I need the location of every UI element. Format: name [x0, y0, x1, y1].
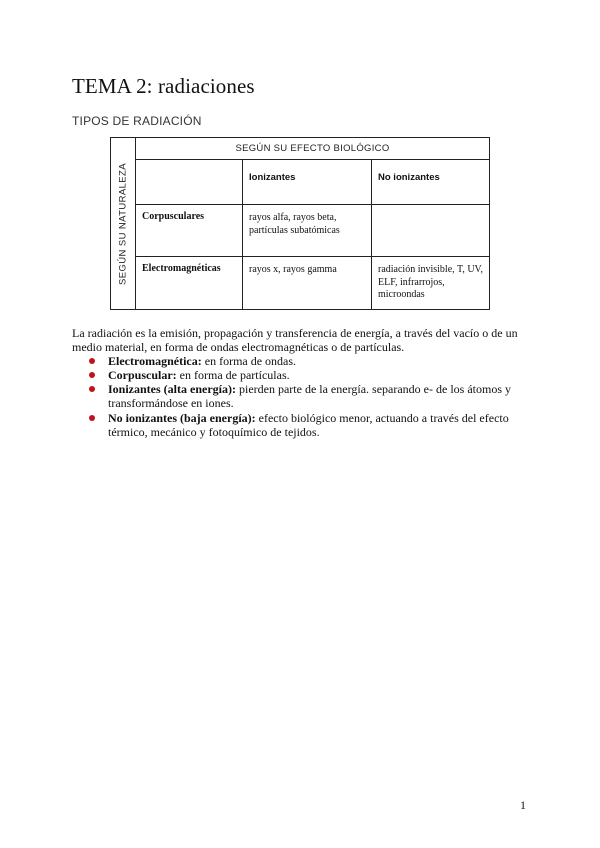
bullet-text: efecto biológico menor, actuando a través del efecto térmico, mecánico y fotoquímico de tejidos. [108, 410, 509, 439]
column-header-ionizantes: Ionizantes [243, 160, 372, 205]
top-header-cell: SEGÚN SU EFECTO BIOLÓGICO [136, 138, 490, 160]
cell-corpusculares-no-ionizantes [372, 205, 490, 257]
cell-electromagneticas-ionizantes: rayos x, rayos gamma [243, 257, 372, 310]
bullet-dot-icon [89, 358, 95, 364]
section-heading: TIPOS DE RADIACIÓN [72, 114, 202, 128]
cell-corpusculares-ionizantes: rayos alfa, rayos beta, partículas subatómicas [243, 205, 372, 257]
bullet-text: pierden parte de la energía. separando e- de los átomos y transformándose en iones. [108, 382, 511, 411]
page-number: 1 [520, 798, 526, 812]
bullet-dot-icon [89, 372, 95, 378]
bullet-term: No ionizantes (baja energía): [108, 410, 256, 425]
empty-corner-cell [136, 160, 243, 205]
radiation-types-list [72, 354, 528, 439]
list-item [72, 368, 528, 382]
side-header-cell [111, 138, 136, 310]
list-item [72, 354, 528, 368]
row-label-corpusculares: Corpusculares [136, 205, 243, 257]
side-header-label: SEGÚN SU NATURALEZA [117, 162, 129, 285]
definition-paragraph: La radiación es la emisión, propagación y transferencia de energía, a través del vacío o de un medio material, en forma de ondas electromagnéticas o de partículas. [72, 326, 518, 355]
bullet-term: Ionizantes (alta energía): [108, 382, 236, 397]
bullet-dot-icon [89, 386, 95, 392]
list-item [72, 411, 528, 439]
bullet-text: en forma de partículas. [176, 368, 290, 383]
column-header-no-ionizantes: No ionizantes [372, 160, 490, 205]
list-item [72, 382, 528, 410]
bullet-term: Electromagnética: [108, 354, 202, 368]
row-label-electromagneticas: Electromagnéticas [136, 257, 243, 310]
bullet-term: Corpuscular: [108, 368, 177, 383]
bullet-dot-icon [89, 415, 95, 421]
page-title: TEMA 2: radiaciones [72, 74, 255, 98]
bullet-text: en forma de ondas. [201, 354, 297, 368]
radiation-classification-table [110, 137, 490, 310]
cell-electromagneticas-no-ionizantes: radiación invisible, T, UV, ELF, infrarrojos, microondas [372, 257, 490, 310]
